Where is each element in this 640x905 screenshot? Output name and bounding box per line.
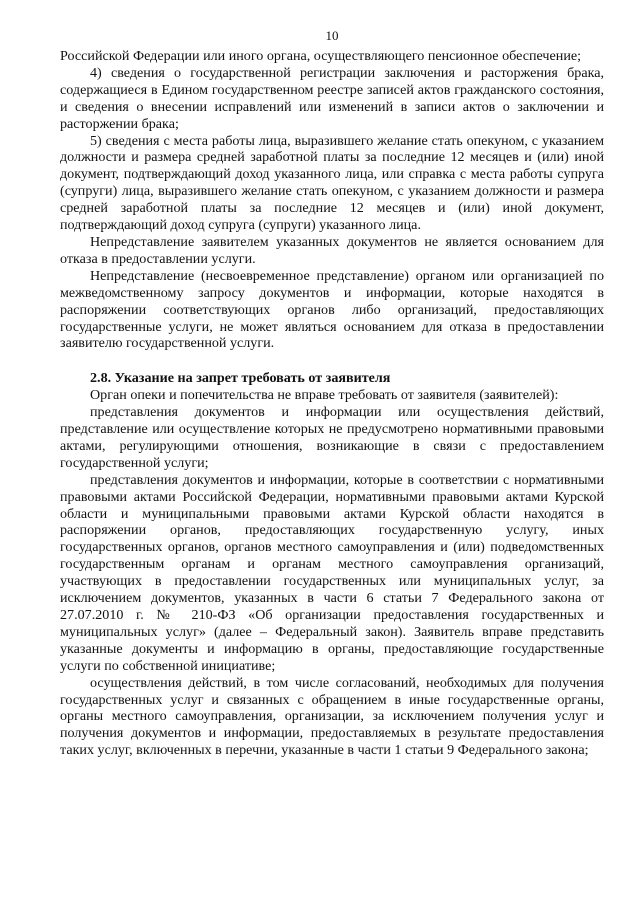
paragraph-prohibition-2: представления документов и информации, которые в соответствии с нормативными правовыми актами Российской Федерации, нормативными правовыми актами Курской области и муниципальными правовыми актами Курской области находятся в распоряжении органов, предоставляющих государственную услугу, иных государственных органов, органов местного самоуправления и (или) подведомственных государственным органам и органам местного самоуправления организаций, участвующих в предоставлении государственных или муниципальных услуг, за исключением документов, указанных в части 6 статьи 7 Федерального закона от 27.07.2010 г. № 210-ФЗ «Об организации предоставления государственных и муниципальных услуг» (далее – Федеральный закон). Заявитель вправе представить указанные документы и информацию в органы, предоставляющие государственные услуги по собственной инициативе;	[60, 471, 604, 674]
paragraph-item-4: 4) сведения о государственной регистрации заключения и расторжения брака, содержащиеся в Едином государственном реестре записей актов гражданского состояния, и сведения о внесении исправлений или изменений в записи актов о заключении и расторжении брака;	[60, 64, 604, 132]
section-heading: 2.8. Указание на запрет требовать от заявителя	[90, 370, 391, 387]
paragraph-prohibition-3: осуществления действий, в том числе согласований, необходимых для получения государственных услуг и связанных с обращением в иные государственные органы, органы местного самоуправления, организации, за исключением получения услуг и получения документов и информации, предоставляемых в результате предоставления таких услуг, включенных в перечни, указанные в части 1 статьи 9 Федерального закона;	[60, 674, 604, 759]
paragraph-interagency: Непредставление (несвоевременное представление) органом или организацией по межведомственному запросу документов и информации, которые находятся в распоряжении соответствующих органов либо организаций, предоставляющих государственные услуги, не может являться основанием для отказа в предоставлении заявителю государственной услуги.	[60, 267, 604, 352]
paragraph-nonsubmission: Непредставление заявителем указанных документов не является основанием для отказа в предоставлении услуги.	[60, 233, 604, 267]
paragraph-intro: Орган опеки и попечительства не вправе требовать от заявителя (заявителей):	[90, 387, 559, 404]
paragraph-prohibition-1: представления документов и информации или осуществления действий, представление или осуществление которых не предусмотрено нормативными правовыми актами, регулирующими отношения, возникающие в связи с предоставлением государственной услуги;	[60, 404, 604, 471]
paragraph-continuation: Российской Федерации или иного органа, осуществляющего пенсионное обеспечение;	[60, 48, 582, 64]
paragraph-item-5: 5) сведения с места работы лица, выразившего желание стать опекуном, с указанием должности и размера средней заработной платы за последние 12 месяцев и (или) иной документ, подтверждающий доход указанного лица, или справка с места работы супруга (супруги) лица, выразившего желание стать опекуном, с указанием должности и размера средней заработной платы за последние 12 месяцев и (или) иной документ, подтверждающий доход супруга (супруги) указанного лица.	[60, 132, 604, 234]
page-number: 10	[325, 28, 339, 43]
